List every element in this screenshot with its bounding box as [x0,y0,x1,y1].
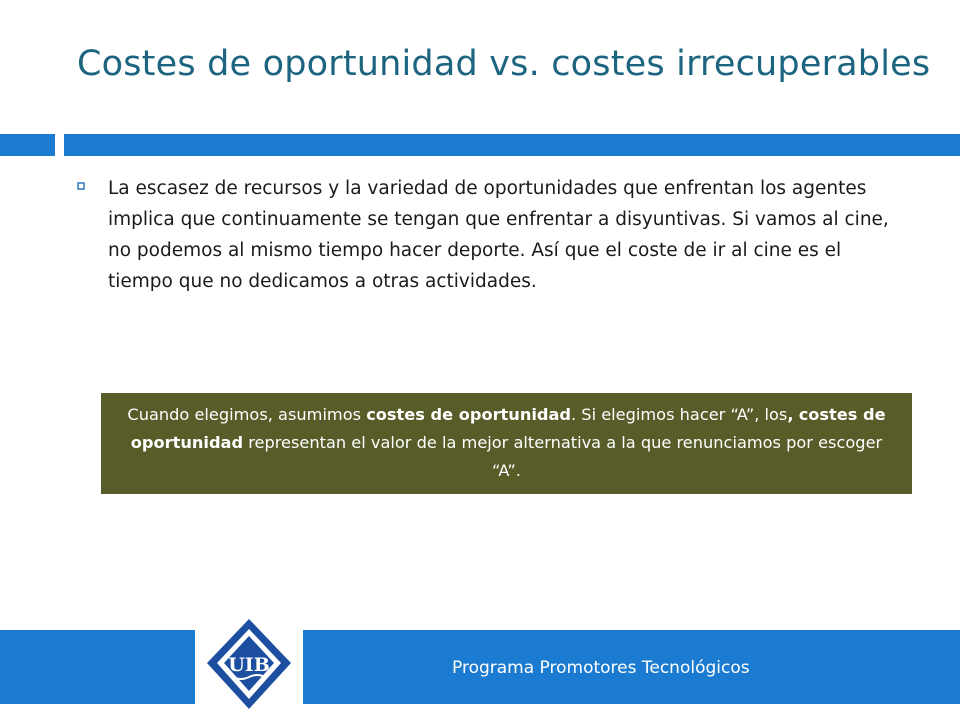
callout-box: Cuando elegimos, asumimos costes de oportunidad. Si elegimos hacer “A”, los, costes de oportunidad representan el valor de la mejor alternativa a la que renunciamos por escoger “A”. [101,393,912,494]
slide-title: Costes de oportunidad vs. costes irrecuperables [77,44,931,84]
footer-program-name: Programa Promotores Tecnológicos [452,658,750,678]
header-accent-bar [64,134,960,156]
callout-bold-2: costes de oportunidad [130,405,886,452]
header-accent-block [0,134,55,156]
callout-text-2: . Si elegimos hacer “A”, los [571,405,788,424]
footer-accent-block [0,630,195,704]
callout-bold-1: costes de oportunidad [366,405,571,424]
callout-text-1: Cuando elegimos, asumimos [127,405,367,424]
bullet-text: La escasez de recursos y la variedad de oportunidades que enfrentan los agentes implica que continuamente se tengan que enfrentar a disyuntivas. Si vamos al cine, no podemos al mismo tiempo hacer deporte. Así que el coste de ir al cine es el tiempo que no dedicamos a otras actividades. [108,178,889,292]
hollow-square-bullet-icon [77,182,85,190]
callout-text-3: representan el valor de la mejor alternativa a la que renunciamos por escoger “A”. [243,433,883,480]
uib-logo [197,609,301,720]
svg-text:UIB: UIB [228,654,270,676]
